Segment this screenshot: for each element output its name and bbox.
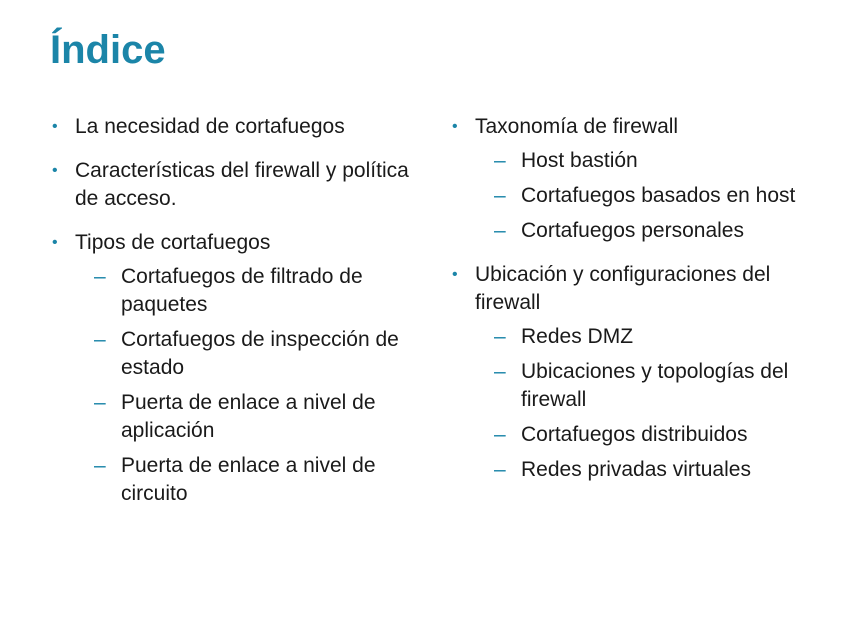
bullet-icon: • (52, 234, 58, 251)
bullet-icon: • (452, 118, 458, 135)
sub-item-text: Host bastión (521, 149, 638, 172)
left-column (52, 113, 422, 524)
dash-icon: – (94, 454, 106, 477)
bullet-text: Taxonomía de firewall (475, 115, 679, 138)
right-column (452, 113, 832, 500)
sub-item-text: Puerta de enlace a nivel de circuito (121, 454, 376, 505)
dash-icon: – (494, 360, 506, 383)
dash-icon: – (494, 219, 506, 242)
sub-item-text: Redes privadas virtuales (521, 458, 751, 481)
sub-list (475, 323, 832, 484)
sub-item (75, 326, 422, 382)
bullet-icon: • (452, 266, 458, 283)
sub-item-text: Cortafuegos basados en host (521, 184, 796, 207)
bullet-text: Ubicación y configuraciones del firewall (475, 263, 771, 314)
dash-icon: – (494, 458, 506, 481)
sub-item-text: Cortafuegos de inspección de estado (121, 328, 399, 379)
bullet-item (452, 113, 832, 245)
dash-icon: – (94, 328, 106, 351)
sub-item-text: Cortafuegos personales (521, 219, 744, 242)
dash-icon: – (494, 184, 506, 207)
dash-icon: – (94, 265, 106, 288)
sub-item (475, 456, 832, 484)
bullet-text: Características del firewall y política de acceso. (75, 159, 409, 210)
sub-item (475, 182, 832, 210)
dash-icon: – (494, 149, 506, 172)
sub-item-text: Cortafuegos de filtrado de paquetes (121, 265, 363, 316)
sub-item (475, 421, 832, 449)
sub-item (475, 358, 832, 414)
sub-item-text: Cortafuegos distribuidos (521, 423, 748, 446)
page-title: Índice (50, 28, 166, 72)
dash-icon: – (494, 423, 506, 446)
bullet-text: Tipos de cortafuegos (75, 231, 271, 254)
sub-item (75, 452, 422, 508)
bullet-item (52, 157, 422, 213)
sub-list (75, 263, 422, 508)
bullet-item (452, 261, 832, 484)
bullet-text: La necesidad de cortafuegos (75, 115, 345, 138)
sub-item (75, 389, 422, 445)
sub-item-text: Redes DMZ (521, 325, 634, 348)
sub-item (475, 323, 832, 351)
sub-item (475, 147, 832, 175)
sub-item-text: Puerta de enlace a nivel de aplicación (121, 391, 376, 442)
sub-item (75, 263, 422, 319)
sub-item-text: Ubicaciones y topologías del firewall (521, 360, 789, 411)
bullet-item (52, 229, 422, 508)
bullet-icon: • (52, 118, 58, 135)
sub-item (475, 217, 832, 245)
bullet-icon: • (52, 162, 58, 179)
bullet-item (52, 113, 422, 141)
dash-icon: – (94, 391, 106, 414)
dash-icon: – (494, 325, 506, 348)
sub-list (475, 147, 832, 245)
